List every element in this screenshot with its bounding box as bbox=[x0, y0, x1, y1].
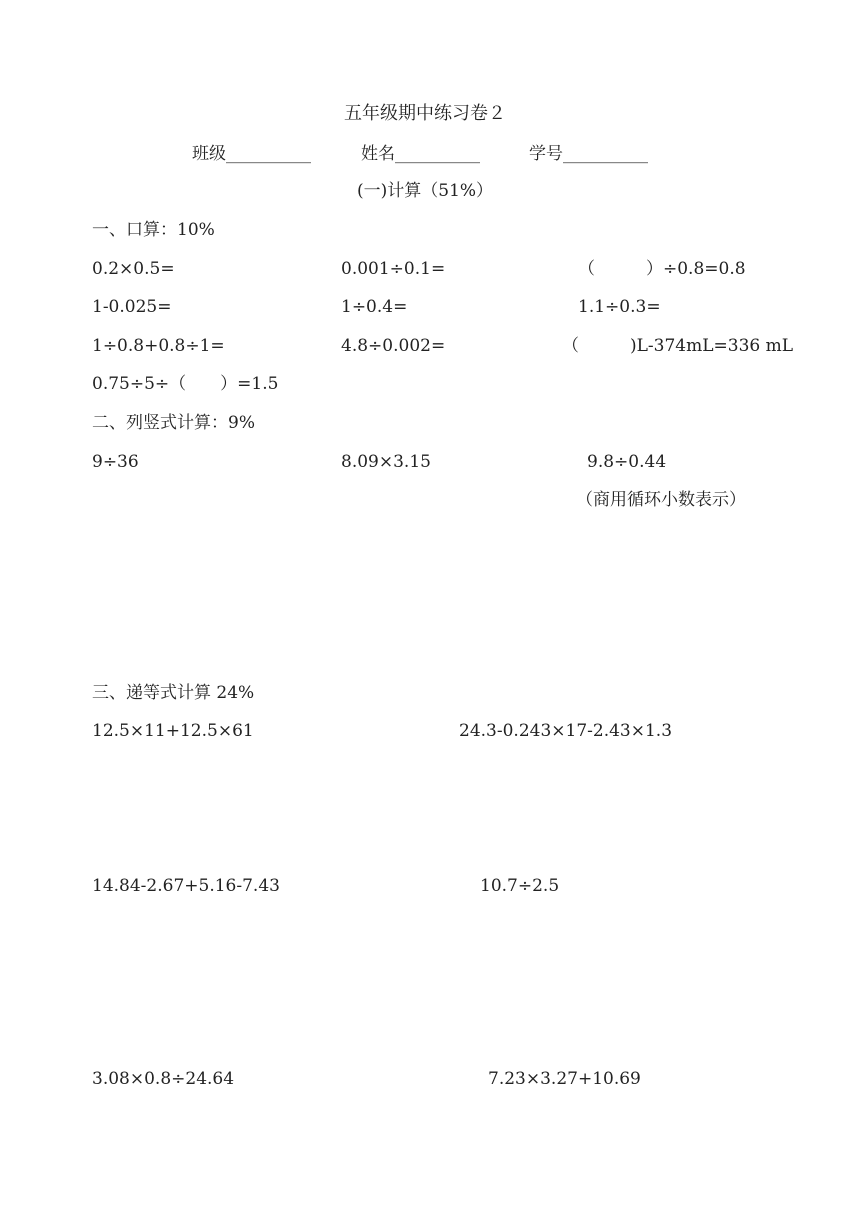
name-field[interactable]: 姓名__________ bbox=[361, 144, 480, 164]
mental-problem: （ ）÷0.8=0.8 bbox=[578, 259, 746, 279]
step-problem: 14.84-2.67+5.16-7.43 bbox=[92, 876, 280, 896]
mental-problem: 4.8÷0.002= bbox=[341, 336, 446, 356]
section1-heading: 一、口算：10% bbox=[92, 220, 215, 240]
step-problem: 3.08×0.8÷24.64 bbox=[92, 1069, 235, 1089]
mental-problem: 1÷0.4= bbox=[341, 297, 408, 317]
page-title: 五年级期中练习卷２ bbox=[344, 103, 506, 124]
step-problem: 10.7÷2.5 bbox=[480, 876, 560, 896]
step-problem: 12.5×11+12.5×61 bbox=[92, 721, 254, 741]
mental-problem: 0.001÷0.1= bbox=[341, 259, 446, 279]
mental-problem: 0.2×0.5= bbox=[92, 259, 175, 279]
part-one-heading: (一)计算（51%） bbox=[357, 181, 494, 201]
mental-problem: 1.1÷0.3= bbox=[578, 297, 661, 317]
mental-problem: 0.75÷5÷（ ）=1.5 bbox=[92, 374, 279, 394]
section2-heading: 二、列竖式计算：9% bbox=[92, 413, 255, 433]
mental-problem: 1-0.025= bbox=[92, 297, 172, 317]
mental-problem: 1÷0.8+0.8÷1= bbox=[92, 336, 225, 356]
step-problem: 7.23×3.27+10.69 bbox=[488, 1069, 641, 1089]
section3-heading: 三、递等式计算 24% bbox=[92, 683, 255, 703]
mental-problem: （ )L-374mL=336 mL bbox=[562, 336, 794, 356]
step-problem: 24.3-0.243×17-2.43×1.3 bbox=[459, 721, 673, 741]
vertical-note: （商用循环小数表示） bbox=[576, 490, 746, 510]
vertical-problem: 9.8÷0.44 bbox=[587, 452, 667, 472]
class-field[interactable]: 班级__________ bbox=[192, 144, 311, 164]
student-number-field[interactable]: 学号__________ bbox=[529, 144, 648, 164]
vertical-problem: 9÷36 bbox=[92, 452, 139, 472]
vertical-problem: 8.09×3.15 bbox=[341, 452, 431, 472]
